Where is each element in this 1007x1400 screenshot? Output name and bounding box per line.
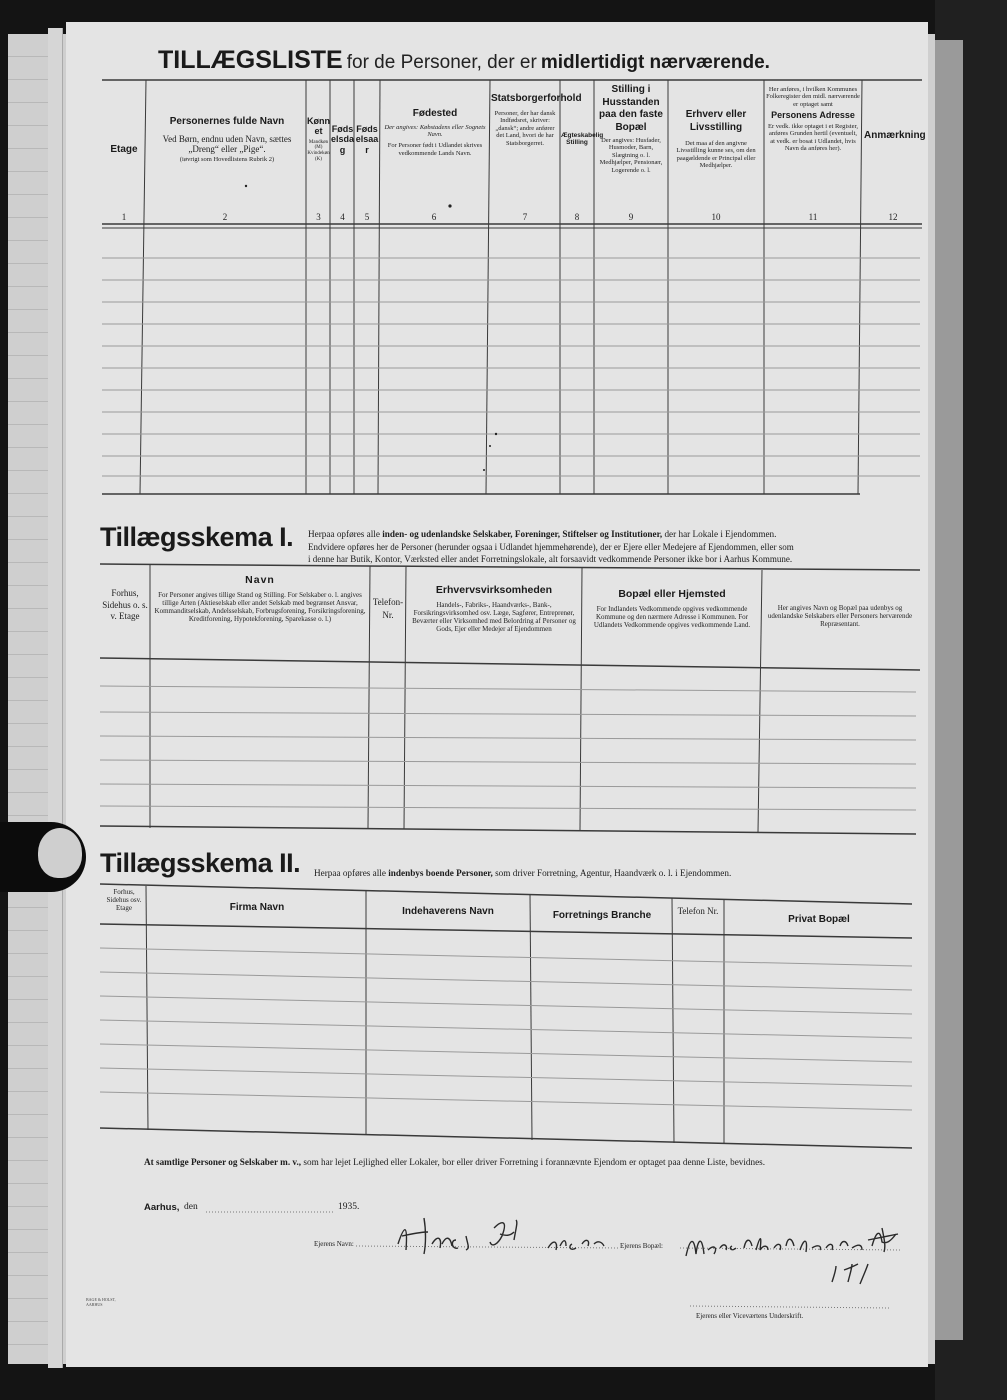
owner-address-label: Ejerens Bopæl: bbox=[620, 1242, 663, 1250]
col-etage-header: Etage bbox=[110, 144, 138, 155]
col-citizenship-header: Statsborgerforhold Personer, der har dansk Indfødsret, skriver: „dansk“; andre anfører det Land, hvori de har Statsborgerret. bbox=[491, 93, 582, 147]
skema2-title: Tillægsskema II. bbox=[100, 848, 301, 878]
skema1-title: Tillægsskema I. bbox=[100, 522, 294, 552]
col-num: 1 bbox=[121, 212, 127, 222]
s1-col-floor-header: Forhus, Sidehus o. s. v. Etage bbox=[102, 588, 148, 622]
owner-name-label: Ejerens Navn: bbox=[314, 1240, 354, 1248]
date-label: den bbox=[184, 1202, 198, 1212]
thumb-photo bbox=[0, 822, 86, 892]
col-num: 11 bbox=[808, 212, 818, 222]
s1-col-business-header: Erhvervsvirksomheden Handels-, Fabriks-, Haandværks-, Bank-, Forsikringsvirksomhed osv. Læge, Sagfører, Entreprenør, Beværter eller Virksomhed med Belordring af Personer og Gods, Ejer eller Medejer af Ejendommen bbox=[412, 584, 576, 634]
col-num: 7 bbox=[522, 212, 528, 222]
col-num: 3 bbox=[316, 212, 321, 222]
certification-text: At samtlige Personer og Selskaber m. v., som har lejet Lejlighed eller Lokaler, bor eller driver Forretning i forannævnte Ejendom er optaget paa denne Liste, bevidnes. bbox=[144, 1157, 766, 1167]
col-num: 5 bbox=[364, 212, 370, 222]
s2-col-floor-header: Forhus, Sidehus osv. Etage bbox=[106, 888, 142, 913]
s2-col-phone-header: Telefon Nr. bbox=[677, 906, 719, 916]
col-household-header: Stilling i Husstanden paa den faste Bopæl Der angives: Husfader, Husmoder, Barn, Slægtning o. l. Medhjælper, Pensionær, Logerende o. l. bbox=[599, 84, 663, 174]
col-num: 8 bbox=[574, 212, 580, 222]
col-birthyear-header: Fødselsaar bbox=[355, 124, 379, 155]
col-name-header: Personernes fulde Navn Ved Børn, endnu uden Navn, sættes „Dreng“ eller „Pige“. (iøvrigt som Hovedlistens Rubrik 2) bbox=[162, 116, 292, 164]
col-marital-header: Ægteskabelig Stilling bbox=[561, 132, 604, 147]
col-num: 9 bbox=[628, 212, 634, 222]
col-occupation-header: Erhverv eller Livsstilling Det maa af den angivne Livsstilling kunne ses, om den paagældende er Principal eller Medhjælper. bbox=[676, 109, 756, 170]
col-num: 10 bbox=[711, 212, 721, 222]
place-label: Aarhus, bbox=[144, 1202, 180, 1213]
col-num: 6 bbox=[431, 212, 437, 222]
s1-col-residence-header: Bopæl eller Hjemsted For Indlandets Vedkommende opgives vedkommende Kommune og den nærmere Adresse i Kommunen. For Udlandets Vedkommende opgives vedkommende Land. bbox=[593, 588, 751, 630]
s2-col-branch-header: Forretnings Branche bbox=[552, 910, 652, 921]
s2-col-firm-header: Firma Navn bbox=[229, 902, 285, 913]
signature-label: Ejerens eller Viceværtens Underskrift. bbox=[696, 1312, 804, 1320]
col-gender-header: Kønnet Mandkøn (M) Kvindekøn (K) bbox=[307, 116, 330, 162]
col-num: 2 bbox=[222, 212, 228, 222]
col-birthday-header: Fødselsdag bbox=[331, 124, 355, 155]
s1-col-representative-header: Her angives Navn og Bopæl paa udenbys og udenlandske Selskabers eller Personers herværende Repræsentant. bbox=[767, 604, 913, 629]
printer-mark: BAGE & HOLST, AARHUS bbox=[86, 1297, 116, 1307]
col-address-header: Her anføres, i hvilken Kommunes Folkeregister den midl. nærværende er optaget samt Personens Adresse Er vedk. ikke optaget i et Register, anføres Grunden hertil (eventuelt, at vedk. er bosat i Udlandet, hvis Navn da anføres her). bbox=[766, 86, 860, 153]
col-birthplace-header: Fødested Der angives: Købstadens eller Sognets Navn. For Personer født i Udlandet skrives vedkommende Lands Navn. bbox=[384, 108, 486, 157]
s2-col-private-header: Privat Bopæl bbox=[788, 914, 850, 925]
s2-col-owner-header: Indehaverens Navn bbox=[402, 906, 494, 917]
skema1-description: Herpaa opføres alle inden- og udenlandske Selskaber, Foreninger, Stiftelser og Institutioner, der har Lokale i Ejendommen. Endvidere opføres her de Personer (herunder ogsaa i Udlandet hjemmehørende), der er Ejere eller Medejere af Ejendommen, eller som i denne har Butik, Kontor, Værksted eller andet Forretningslokale, alt forsaavidt vedkommende Personer ikke bor i Aarhus Kommune. bbox=[308, 529, 794, 565]
skema2-description: Herpaa opføres alle indenbys boende Personer, som driver Forretning, Agentur, Haandværk o. l. i Ejendommen. bbox=[314, 868, 732, 878]
main-title: TILLÆGSLISTE for de Personer, der er midlertidigt nærværende. bbox=[158, 46, 770, 74]
year: 1935. bbox=[338, 1202, 360, 1212]
col-remarks-header: Anmærkning bbox=[864, 130, 926, 141]
col-num: 4 bbox=[340, 212, 345, 222]
s1-col-phone-header: Telefon-Nr. bbox=[372, 597, 404, 620]
col-num: 12 bbox=[888, 212, 898, 222]
s1-col-name-header: Navn For Personer angives tillige Stand og Stilling. For Selskaber o. l. angives tillige Arten (Aktieselskab eller andet Selskab med begrænset Ansvar, Kommanditselskab, Andelsselskab, Forbrugsforening, Forsikringsforening, Kreditforening, Hypotekforening, Sparekasse o. l.) bbox=[154, 574, 366, 624]
